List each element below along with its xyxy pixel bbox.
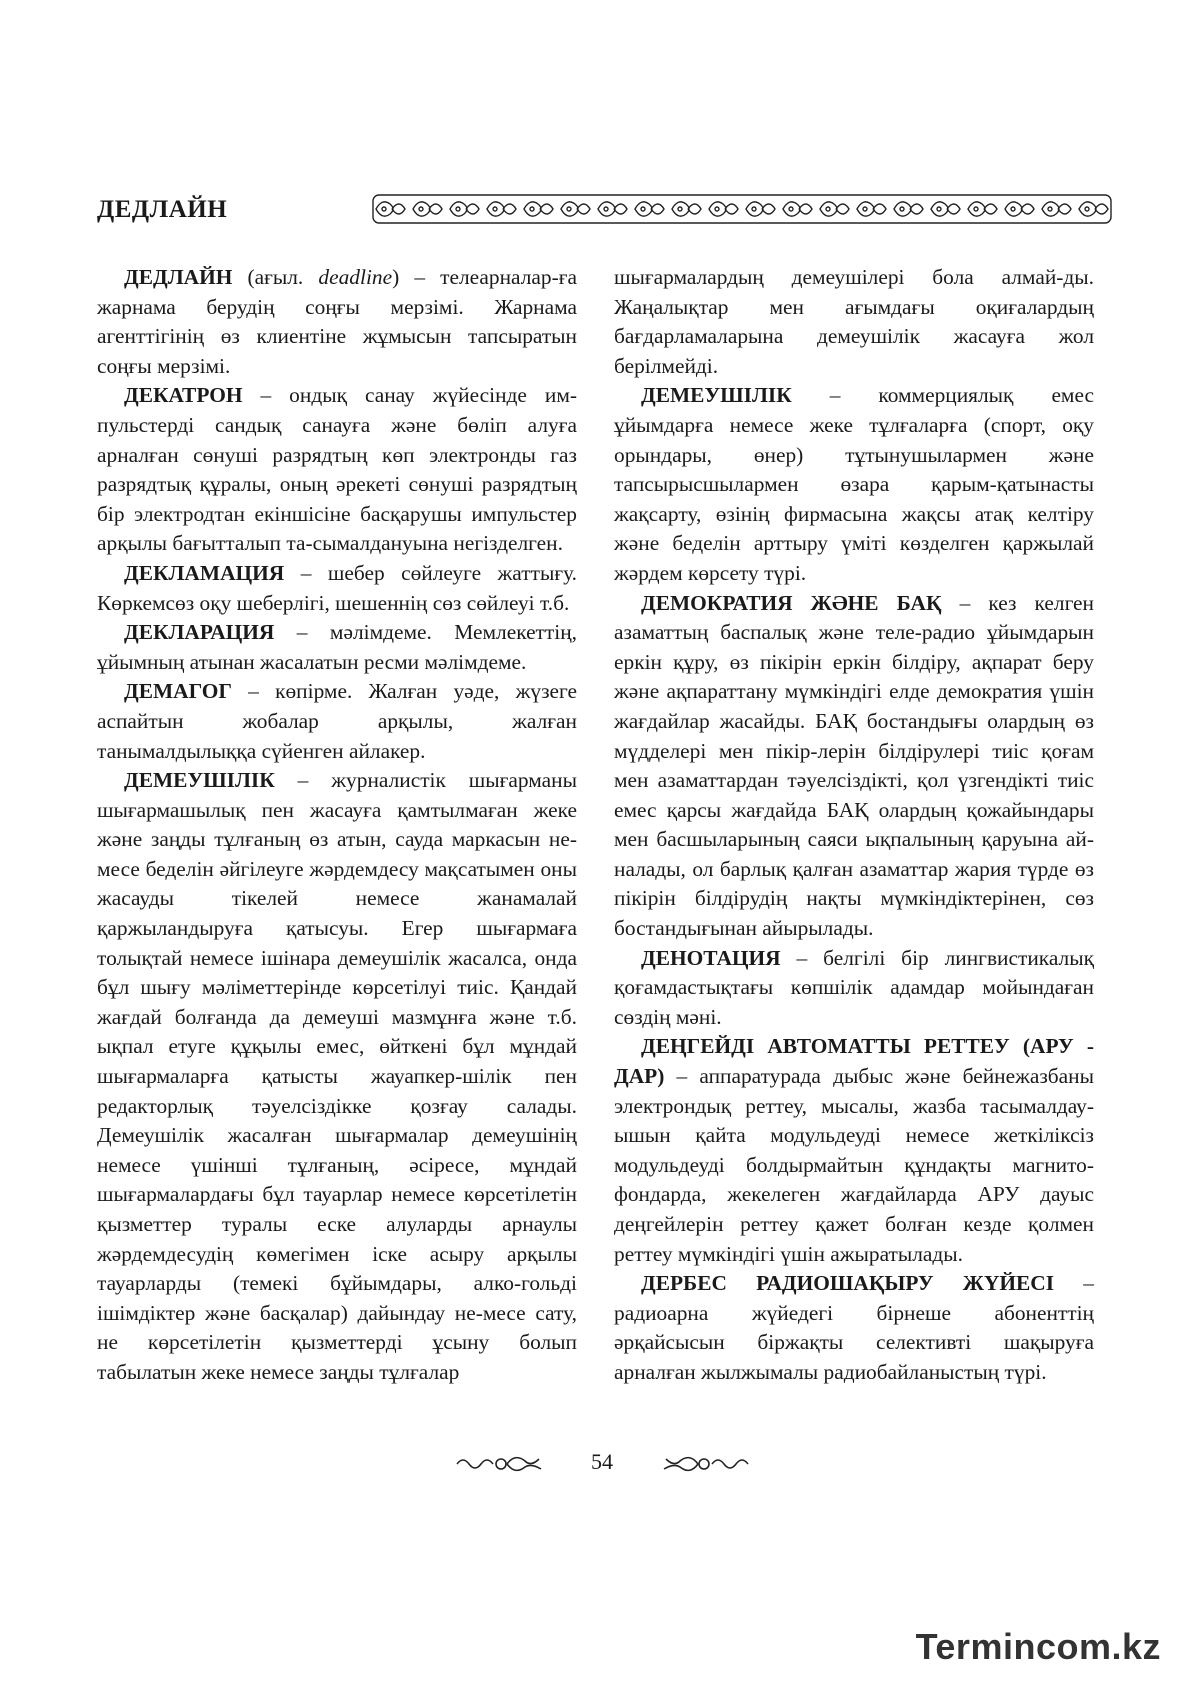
ornament-dot <box>937 207 941 211</box>
entry-text: (ағыл. <box>232 265 319 289</box>
entry-term: ДЕКАТРОН <box>124 383 243 408</box>
ornament-motif <box>598 202 627 216</box>
entry-text: – журналистік шығарманы шығармашылық пен жасауға қамтылмаған жеке және заңды тұлғаның өз атын, сауда маркасын не-месе беделін әйгілеуге жәрдемдесу мақсатымен оны жасауды тікелей немесе жанамалай қаржыландыруға қатысуы. Егер шығармаға толықтай немесе ішінара демеушілік жасалса, онда бұл шығу мәліметтерінде көрсетілуі тиіс. Қандай жағдай болғанда да демеуші мазмұнға және т.б. ықпал етуге құқылы емес, өйткені бұл мұндай шығармаларға қатысты жауапкер-шілік пен редакторлық тәуелсіздікке қозғау салады. Демеушілік жасалған шығармалар демеушінің немесе үшінші тұлғаның, әсіресе, мұндай шығармалардағы бұл тауарлар немесе көрсетілетін қызметтер туралы еске алуларды арнаулы жәрдемдесудің көмегімен іске асыру арқылы тауарларды (темекі бұйымдары, алко-гольді ішімдіктер және басқалар) дайындау не-месе сату, не көрсетілетін қызметтерді ұсыну болып табылатын жеке немесе заңды тұлғалар <box>97 768 577 1384</box>
entry-text: – радиоарна жүйедегі бірнеше абоненттің әрқайсысын біржақты селективті шақыруға арналған жылжымалы радиобайланыстың түрі. <box>614 1271 1094 1384</box>
entry-paragraph <box>97 381 577 559</box>
ornament-motif <box>820 202 849 216</box>
ornament-dot <box>678 207 682 211</box>
ornament-dot <box>1011 207 1015 211</box>
ornament-pattern <box>373 195 1111 223</box>
ornament-motif <box>709 202 738 216</box>
ornament-dot <box>530 207 534 211</box>
entry-text: шығармалардың демеушілері бола алмай-ды. Жаңалықтар мен ағымдағы оқиғалардың бағдарламаларына демеушілік жасауға жол берілмейді. <box>614 265 1094 378</box>
footer-ornament-left-icon <box>455 1451 545 1477</box>
right-column <box>614 263 1094 1388</box>
ornament-motif <box>857 202 886 216</box>
ornament-motif <box>1005 202 1034 216</box>
ornament-motif <box>561 202 590 216</box>
entry-paragraph <box>97 263 577 381</box>
ornament-motif <box>524 202 553 216</box>
left-column <box>97 263 577 1388</box>
entry-term: ДЕНОТАЦИЯ <box>641 945 781 970</box>
ornament-frame <box>373 195 1111 223</box>
ornament-dot <box>863 207 867 211</box>
footer-ornament-right-icon <box>660 1451 750 1477</box>
ornament-motif <box>1042 202 1071 216</box>
entry-term: ДЕМОКРАТИЯ ЖӘНЕ БАҚ <box>641 590 942 615</box>
entry-text: – кез келген азаматтың баспалық және теле-радио ұйымдарын еркін құру, өз пікірін еркін білдіру, ақпарат беру және ақпараттану мүмкіндігі елде демократия үшін жағдайлар жасайды. БАҚ бостандығы олардың өз мүдделері мен пікір-лерін білдірулері тиіс қоғам мен азаматтардан тәуелсіздікті, қол үзгендікті тиіс емес қарсы жағдайда БАҚ олардың қожайындары мен басшыларының саяси ықпалының қаруына ай-налады, ол барлық қалған азаматтар жария түрде өз пікірін білдірудің нақты мүмкіндіктерінен, сөз бостандығынан айырылады. <box>614 590 1095 941</box>
entry-term: ДЕРБЕС РАДИОШАҚЫРУ ЖҮЙЕСІ <box>641 1271 1055 1296</box>
ornament-motif <box>931 202 960 216</box>
ornament-dot <box>493 207 497 211</box>
ornament-dot <box>789 207 793 211</box>
entry-paragraph <box>614 1269 1094 1387</box>
entry-text: – коммерциялық емес ұйымдарға немесе жеке тұлғаларға (спорт, оқу орындары, өнер) тұтынушылармен және тапсырысшылармен өзара қарым-қатынасты жақсарту, өзінің фирмасына жақсы атақ келтіру және беделін арттыру үміті көзделген қаржылай жәрдем көрсету түрі. <box>614 383 1094 585</box>
entry-text: – аппаратурада дыбыс және бейнежазбаны электрондық реттеу, мысалы, жазба тасымалдау-ышын қайта модульдеуді немесе жеткіліксіз модульдеуді болдырмайтын құндақты магнито-фондарда, жекелеген жағдайларда АРУ дауыс деңгейлерін реттеу қажет болған кезде қолмен реттеу мүмкіндігі үшін ажыратылады. <box>614 1064 1094 1266</box>
watermark-logo <box>916 1625 1161 1669</box>
ornament-motif <box>450 202 479 216</box>
ornament-dot <box>641 207 645 211</box>
running-head: ДЕДЛАЙН <box>97 196 228 223</box>
ornament-dot <box>604 207 608 211</box>
ornament-dot <box>382 207 386 211</box>
ornament-dot <box>456 207 460 211</box>
entry-text: – шебер сөйлеуге жаттығу. Көркемсөз оқу шеберлігі, шешеннің сөз сөйлеуі т.б. <box>97 560 577 615</box>
ornament-dot <box>419 207 423 211</box>
entry-paragraph <box>614 381 1094 588</box>
entry-term: ДЕКЛАРАЦИЯ <box>124 620 275 645</box>
ornament-motif <box>487 202 516 216</box>
entry-term: ДЕМАГОГ <box>124 679 232 704</box>
entry-text: – белгілі бір лингвистикалық қоғамдастықтағы көпшілік адамдар мойындаған сөздің мәні. <box>614 945 1094 1029</box>
entry-paragraph <box>97 618 577 677</box>
entry-text: ) – телеарналар-ға жарнама берудің соңғы мерзімі. Жарнама агенттігінің өз клиентіне жұмысын тапсыратын соңғы мерзімі. <box>97 265 577 378</box>
ornament-motif <box>1079 202 1108 216</box>
ornament-band <box>372 193 1112 225</box>
entry-text: – ондық санау жүйесінде им-пульстерді сандық санауға және бөліп алуға арналған сөнуші разрядтың көп электронды газ разрядтық құралы, оның әрекеті сөнуші разрядтың бір электродтан екіншісіне басқарушы импульстер арқылы бағытталып та-сымалдануына негізделген. <box>97 383 577 556</box>
entry-paragraph <box>614 944 1094 1033</box>
ornament-motif <box>894 202 923 216</box>
entry-paragraph <box>614 589 1094 944</box>
entry-term: ДЕКЛАМАЦИЯ <box>124 560 285 585</box>
entry-italic: deadline <box>318 265 393 289</box>
entry-paragraph <box>97 559 577 618</box>
ornament-dot <box>1048 207 1052 211</box>
ornament-dot <box>567 207 571 211</box>
ornament-motif <box>968 202 997 216</box>
entry-text: – мәлімдеме. Мемлекеттің, ұйымның атынан жасалатын ресми мәлімдеме. <box>97 620 577 674</box>
entry-paragraph <box>614 263 1094 381</box>
entry-paragraph <box>97 766 577 1387</box>
ornament-motif <box>672 202 701 216</box>
ornament-dot <box>900 207 904 211</box>
ornament-motif <box>413 202 442 216</box>
ornament-motif <box>376 202 405 216</box>
ornament-dot <box>826 207 830 211</box>
ornament-motif <box>783 202 812 216</box>
entry-term: ДЕМЕУШІЛІК <box>641 383 792 408</box>
watermark-text: Termincom.kz <box>915 1626 1161 1667</box>
ornament-dot <box>974 207 978 211</box>
ornament-motif <box>635 202 664 216</box>
ornament-dot <box>1085 207 1089 211</box>
entry-paragraph <box>97 677 577 766</box>
page-number: 54 <box>591 1449 613 1474</box>
entry-paragraph <box>614 1032 1094 1269</box>
entry-text: – көпірме. Жалған уәде, жүзеге аспайтын жобалар арқылы, жалған танымалдылыққа сүйенген айлакер. <box>97 679 577 763</box>
entry-term: ДЕМЕУШІЛІК <box>124 768 275 793</box>
ornament-dot <box>752 207 756 211</box>
entry-term: ДЕҢГЕЙДІ АВТОМАТТЫ РЕТТЕУ (АРУ - ДАР) <box>614 1034 1094 1089</box>
ornament-motif <box>746 202 775 216</box>
ornament-dot <box>715 207 719 211</box>
entry-term: ДЕДЛАЙН <box>124 265 233 289</box>
page-footer <box>0 1447 1191 1481</box>
